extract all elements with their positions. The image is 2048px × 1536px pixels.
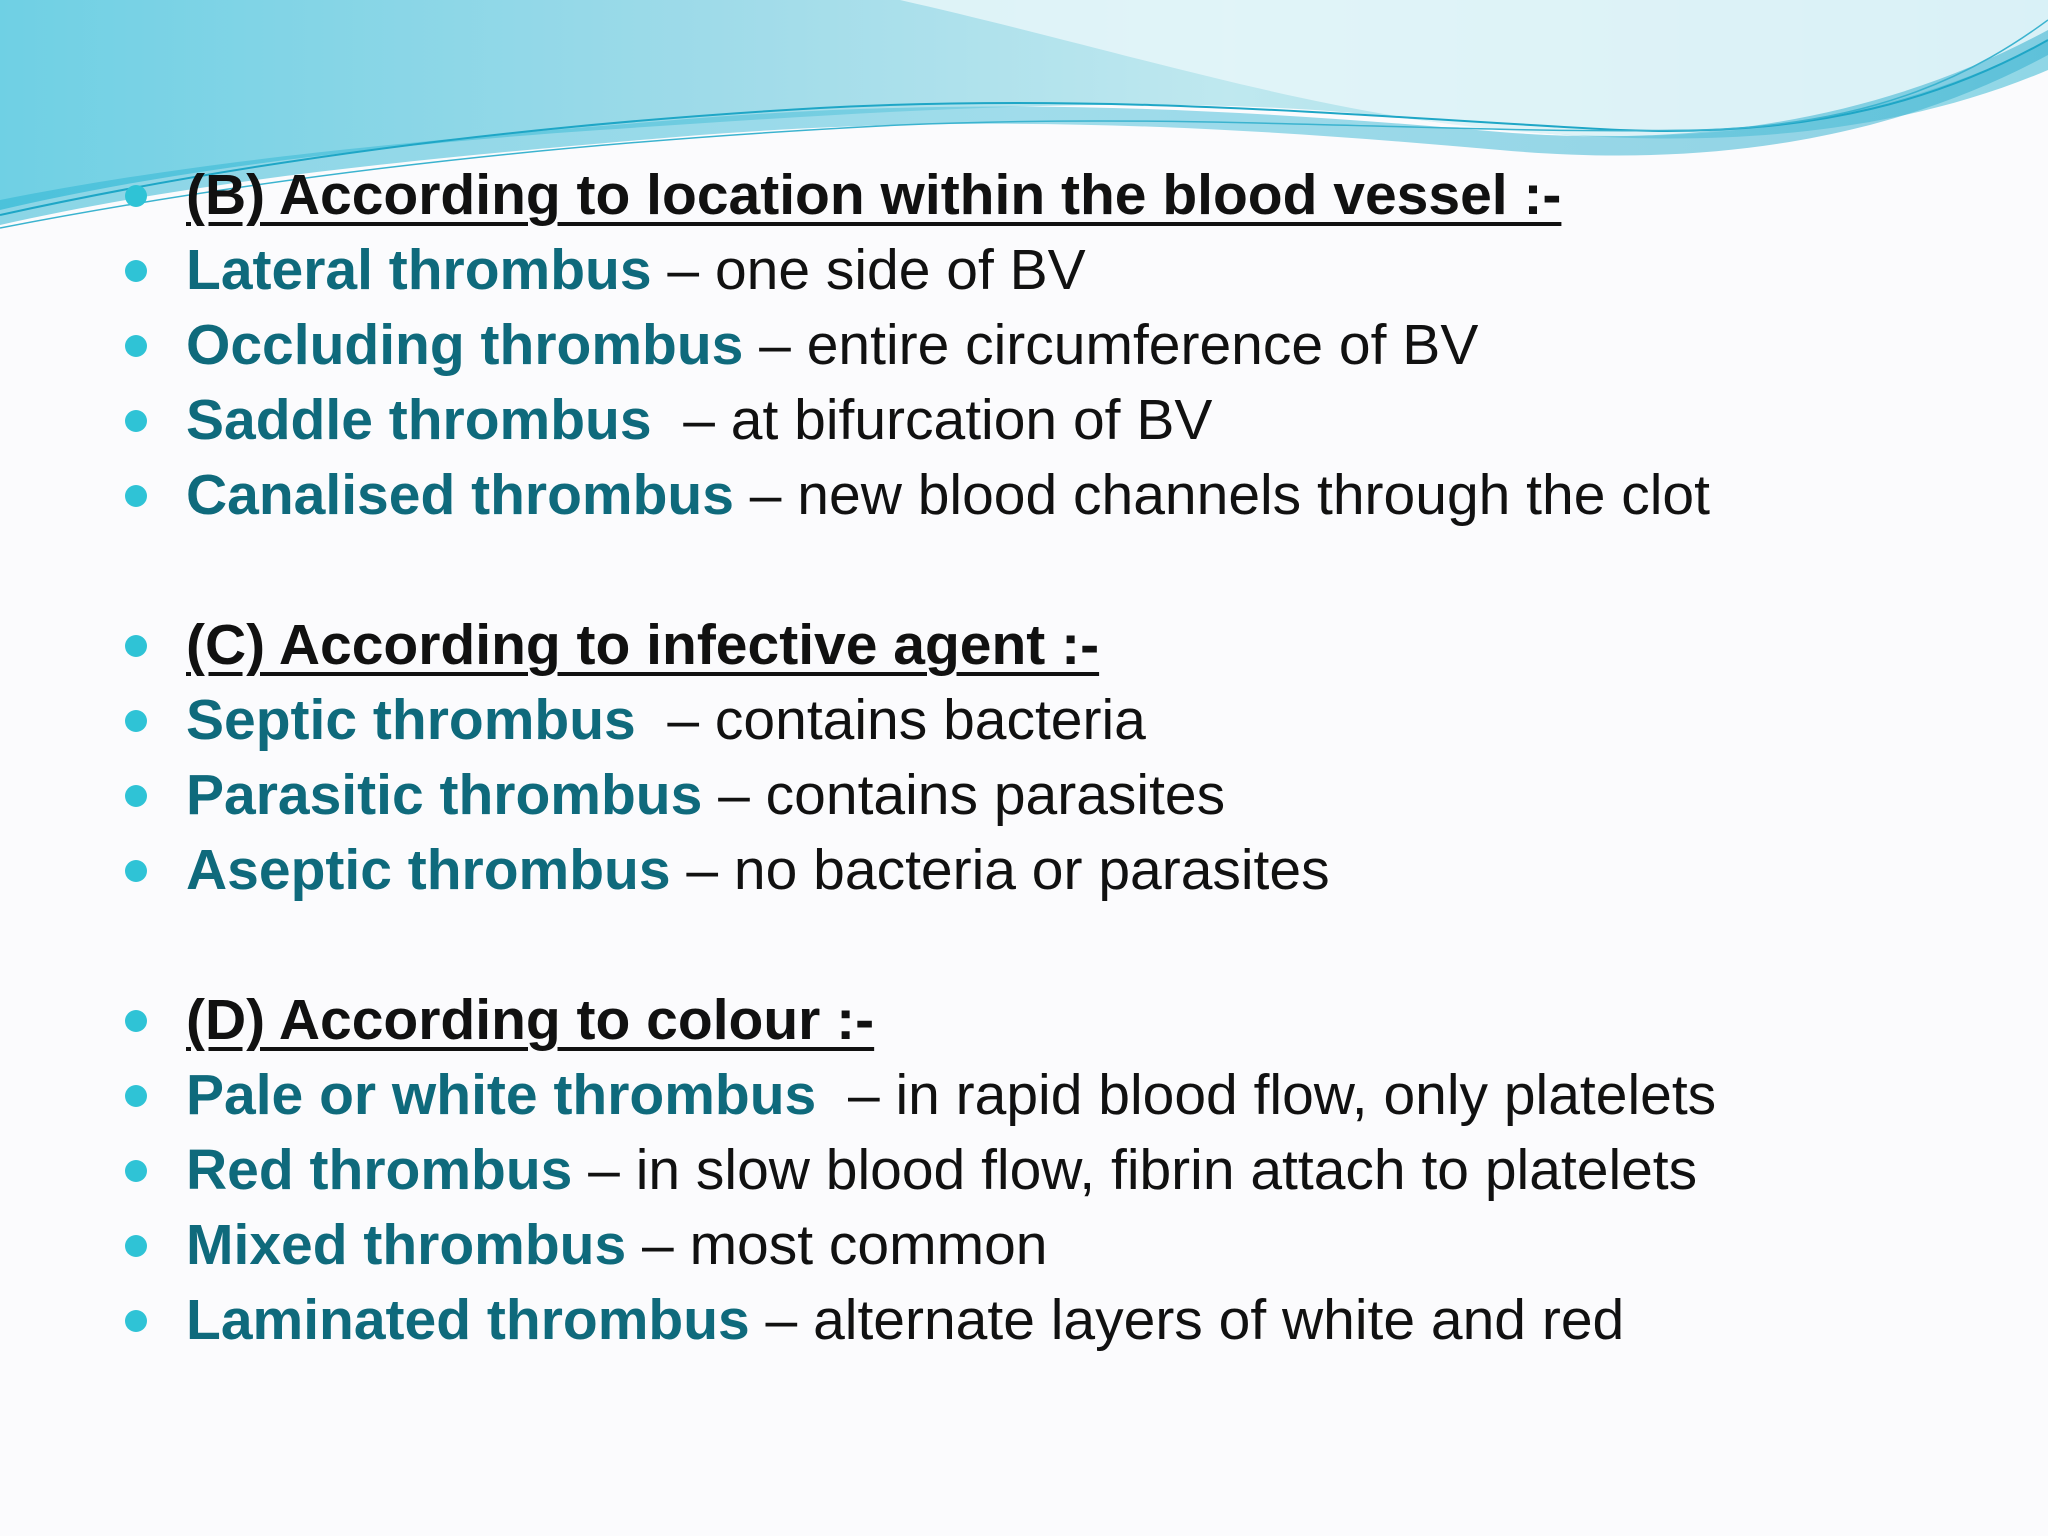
bullet-icon [125,410,147,432]
item-term: Laminated thrombus [186,1288,750,1352]
slide-body [125,158,2025,1358]
item-term: Septic thrombus [186,688,636,752]
list-item [125,1208,2025,1283]
bullet-icon [125,335,147,357]
bullet-icon [125,785,147,807]
item-description: – alternate layers of white and red [749,1288,1625,1352]
list-item [125,383,2025,458]
item-description: – most common [626,1213,1048,1277]
section-heading: (C) According to infective agent :- [186,613,1100,677]
bullet-icon [125,860,147,882]
item-term: Red thrombus [186,1138,573,1202]
item-description: – at bifurcation of BV [651,388,1213,452]
bullet-icon [125,1160,147,1182]
item-description: – contains parasites [702,763,1226,827]
bullet-icon [125,485,147,507]
item-term: Occluding thrombus [186,313,744,377]
bullet-icon [125,710,147,732]
item-term: Saddle thrombus [186,388,652,452]
list-item [125,1133,2025,1208]
bullet-icon [125,185,147,207]
item-description: – new blood channels through the clot [733,463,1710,527]
list-item [125,758,2025,833]
list-item [125,233,2025,308]
item-description: – in slow blood flow, fibrin attach to platelets [572,1138,1698,1202]
item-term: Pale or white thrombus [186,1063,817,1127]
section-heading-row [125,608,2025,683]
section-heading: (D) According to colour :- [186,988,875,1052]
section-spacer [125,533,2025,608]
section-heading: (B) According to location within the blood vessel :- [186,163,1562,227]
item-term: Parasitic thrombus [186,763,703,827]
item-term: Mixed thrombus [186,1213,627,1277]
bullet-icon [125,1010,147,1032]
item-term: Aseptic thrombus [186,838,671,902]
list-item [125,1283,2025,1358]
section-spacer [125,908,2025,983]
item-description: – contains bacteria [635,688,1146,752]
list-item [125,1058,2025,1133]
bullet-icon [125,1085,147,1107]
item-description: – no bacteria or parasites [670,838,1330,902]
section-heading-row [125,158,2025,233]
list-item [125,458,2025,533]
section-heading-row [125,983,2025,1058]
bullet-icon [125,1235,147,1257]
list-item [125,308,2025,383]
bullet-icon [125,260,147,282]
bullet-icon [125,1310,147,1332]
item-description: – in rapid blood flow, only platelets [816,1063,1717,1127]
list-item [125,683,2025,758]
item-description: – entire circumference of BV [743,313,1479,377]
bullet-icon [125,635,147,657]
list-item [125,833,2025,908]
item-term: Lateral thrombus [186,238,652,302]
item-description: – one side of BV [651,238,1086,302]
item-term: Canalised thrombus [186,463,734,527]
